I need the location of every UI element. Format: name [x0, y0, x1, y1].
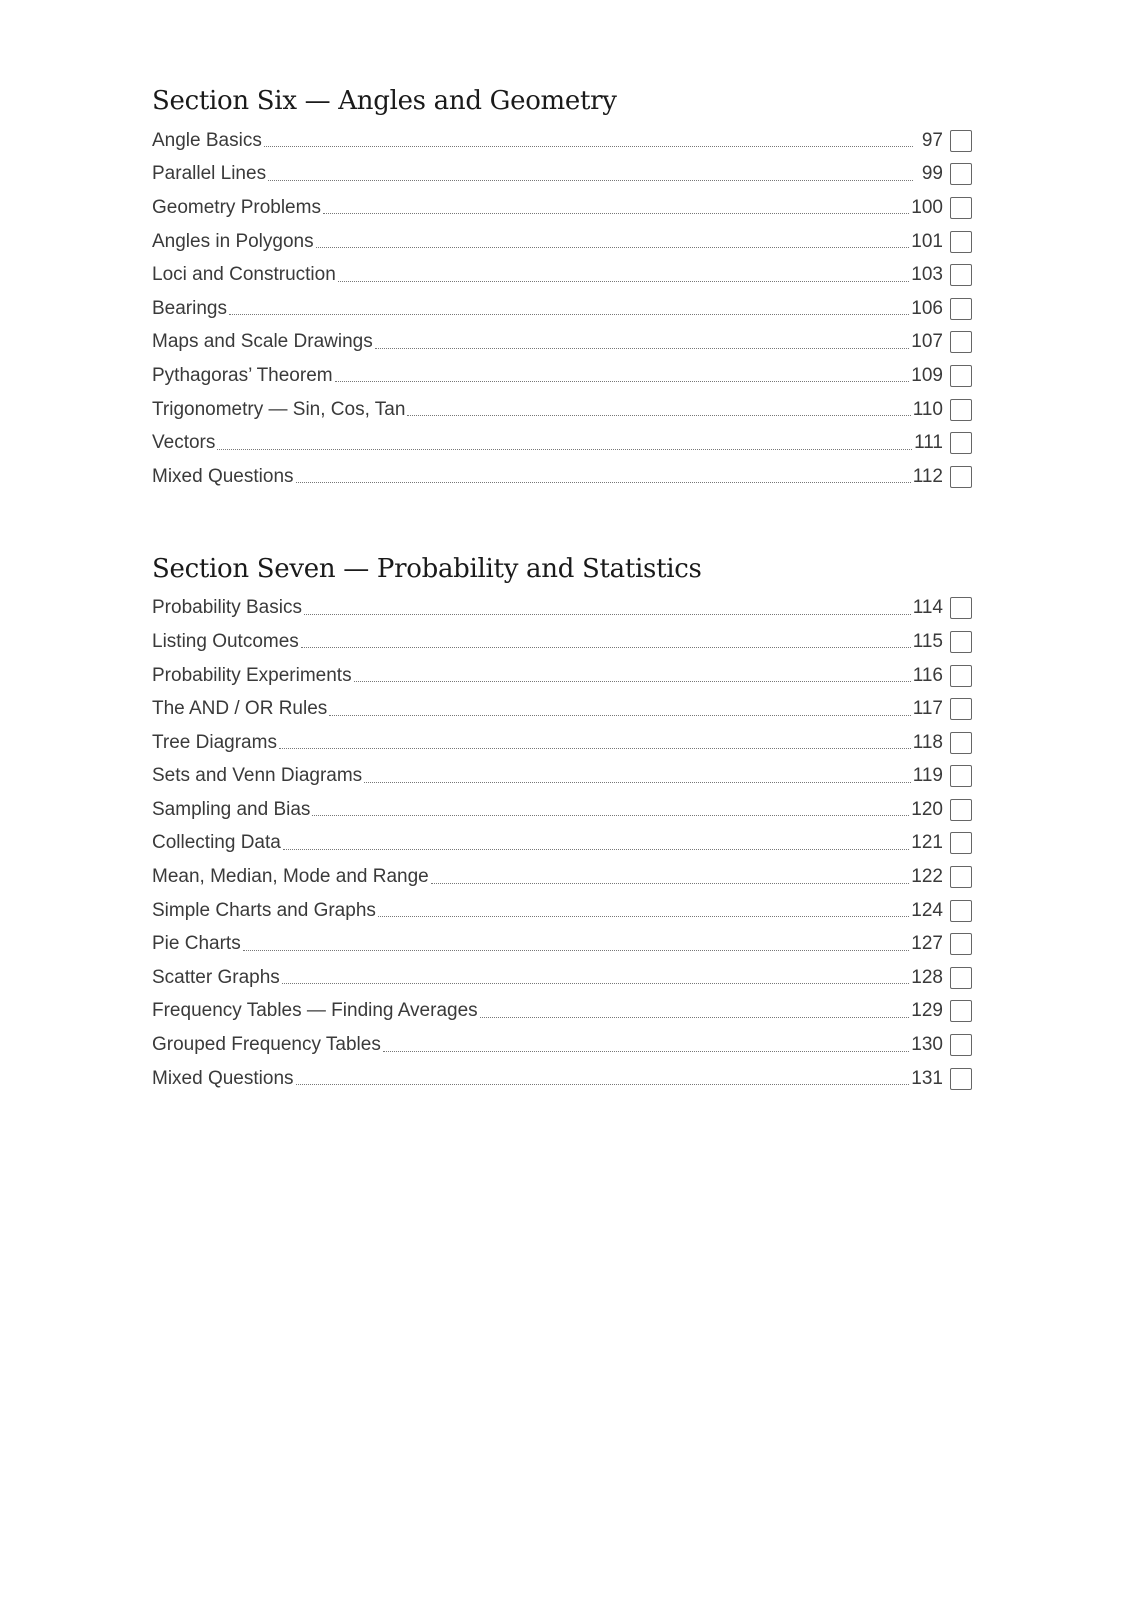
toc-entry-label: Frequency Tables — Finding Averages [152, 1000, 478, 1022]
toc-entry-label: Sets and Venn Diagrams [152, 765, 363, 787]
dot-leader [431, 883, 910, 884]
dot-leader [283, 849, 909, 850]
progress-checkbox[interactable] [950, 732, 972, 754]
dot-leader [354, 681, 911, 682]
toc-entry[interactable] [152, 258, 972, 292]
dot-leader [480, 1017, 910, 1018]
toc-entry[interactable] [152, 326, 972, 360]
toc-entry[interactable] [152, 793, 972, 827]
progress-checkbox[interactable] [950, 264, 972, 286]
dot-leader [407, 415, 910, 416]
dot-leader [338, 281, 910, 282]
progress-checkbox[interactable] [950, 1068, 972, 1090]
toc-entry-page-number: 130 [911, 1034, 943, 1056]
toc-entry[interactable] [152, 927, 972, 961]
toc-entry-label: Tree Diagrams [152, 731, 277, 753]
toc-entry[interactable] [152, 625, 972, 659]
toc-entry-label: Probability Basics [152, 597, 302, 619]
dot-leader [323, 213, 909, 214]
toc-entry[interactable] [152, 124, 972, 158]
toc-entry-page-number: 120 [911, 798, 943, 820]
progress-checkbox[interactable] [950, 331, 972, 353]
toc-entry-label: Trigonometry — Sin, Cos, Tan [152, 398, 406, 420]
section-title: Section Seven — Probability and Statistics [152, 553, 702, 584]
toc-entry[interactable] [152, 659, 972, 693]
toc-entry[interactable] [152, 393, 972, 427]
progress-checkbox[interactable] [950, 933, 972, 955]
toc-entry-page-number: 131 [911, 1067, 943, 1089]
toc-entry[interactable] [152, 225, 972, 259]
toc-entry[interactable] [152, 460, 972, 494]
toc-entry-label: Sampling and Bias [152, 798, 311, 820]
toc-entry[interactable] [152, 995, 972, 1029]
toc-entry-page-number: 127 [911, 933, 943, 955]
progress-checkbox[interactable] [950, 399, 972, 421]
toc-entry-label: Scatter Graphs [152, 966, 280, 988]
progress-checkbox[interactable] [950, 1000, 972, 1022]
toc-entry-page-number: 119 [912, 765, 943, 787]
toc-entry-page-number: 112 [912, 465, 943, 487]
toc-entry-page-number: 110 [912, 398, 943, 420]
toc-entry-label: Mixed Questions [152, 465, 294, 487]
toc-entry-label: Maps and Scale Drawings [152, 331, 373, 353]
dot-leader [229, 314, 909, 315]
progress-checkbox[interactable] [950, 665, 972, 687]
progress-checkbox[interactable] [950, 163, 972, 185]
dot-leader [316, 247, 910, 248]
progress-checkbox[interactable] [950, 231, 972, 253]
toc-entry-label: The AND / OR Rules [152, 698, 328, 720]
section-title: Section Six — Angles and Geometry [152, 86, 617, 116]
toc-entry-page-number: 114 [912, 597, 943, 619]
progress-checkbox[interactable] [950, 597, 972, 619]
progress-checkbox[interactable] [950, 197, 972, 219]
toc-entry-page-number: 107 [911, 331, 943, 353]
dot-leader [282, 983, 910, 984]
toc-entry-label: Geometry Problems [152, 196, 321, 218]
progress-checkbox[interactable] [950, 900, 972, 922]
toc-entry-page-number: 111 [914, 432, 943, 454]
dot-leader [335, 381, 910, 382]
dot-leader [364, 782, 911, 783]
toc-entry-label: Loci and Construction [152, 264, 336, 286]
toc-entry-page-number: 101 [911, 230, 943, 252]
toc-entry-page-number: 99 [921, 163, 943, 185]
toc-entry-page-number: 100 [911, 196, 943, 218]
toc-entry-label: Listing Outcomes [152, 630, 299, 652]
progress-checkbox[interactable] [950, 1034, 972, 1056]
toc-list [152, 124, 972, 494]
dot-leader [243, 950, 910, 951]
progress-checkbox[interactable] [950, 466, 972, 488]
toc-entry-label: Bearings [152, 297, 227, 319]
toc-entry-page-number: 129 [911, 1000, 943, 1022]
toc-entry-label: Probability Experiments [152, 664, 352, 686]
toc-section [152, 80, 972, 494]
progress-checkbox[interactable] [950, 298, 972, 320]
toc-entry-label: Pie Charts [152, 933, 241, 955]
progress-checkbox[interactable] [950, 765, 972, 787]
dot-leader [279, 748, 911, 749]
toc-entry-page-number: 106 [911, 297, 943, 319]
toc-entry-label: Angles in Polygons [152, 230, 314, 252]
toc-entry-label: Collecting Data [152, 832, 281, 854]
toc-entry-page-number: 115 [912, 630, 943, 652]
dot-leader [217, 449, 912, 450]
toc-entry-page-number: 124 [911, 899, 943, 921]
toc-entry[interactable] [152, 760, 972, 794]
toc-entry[interactable] [152, 692, 972, 726]
toc-entry-label: Simple Charts and Graphs [152, 899, 376, 921]
toc-entry[interactable] [152, 1062, 972, 1096]
table-of-contents [152, 80, 972, 1095]
toc-entry-page-number: 117 [912, 698, 943, 720]
progress-checkbox[interactable] [950, 432, 972, 454]
toc-entry[interactable] [152, 158, 972, 192]
dot-leader [268, 180, 913, 181]
toc-entry[interactable] [152, 961, 972, 995]
toc-entry[interactable] [152, 426, 972, 460]
progress-checkbox[interactable] [950, 866, 972, 888]
toc-entry-page-number: 121 [911, 832, 943, 854]
dot-leader [264, 146, 913, 147]
toc-entry-label: Angle Basics [152, 129, 262, 151]
toc-entry-page-number: 103 [911, 264, 943, 286]
dot-leader [296, 482, 911, 483]
toc-section [152, 548, 972, 1096]
toc-entry[interactable] [152, 592, 972, 626]
toc-entry[interactable] [152, 1028, 972, 1062]
progress-checkbox[interactable] [950, 130, 972, 152]
progress-checkbox[interactable] [950, 832, 972, 854]
toc-entry-label: Vectors [152, 432, 216, 454]
dot-leader [378, 916, 909, 917]
toc-entry-page-number: 128 [911, 966, 943, 988]
dot-leader [375, 348, 910, 349]
toc-entry[interactable] [152, 359, 972, 393]
toc-entry-label: Grouped Frequency Tables [152, 1034, 381, 1056]
toc-entry-page-number: 122 [911, 866, 943, 888]
dot-leader [304, 614, 911, 615]
progress-checkbox[interactable] [950, 799, 972, 821]
progress-checkbox[interactable] [950, 698, 972, 720]
toc-entry-page-number: 118 [912, 731, 943, 753]
progress-checkbox[interactable] [950, 365, 972, 387]
toc-entry-page-number: 97 [921, 129, 943, 151]
toc-entry[interactable] [152, 191, 972, 225]
dot-leader [301, 647, 911, 648]
toc-entry-page-number: 116 [912, 664, 943, 686]
progress-checkbox[interactable] [950, 967, 972, 989]
dot-leader [296, 1084, 910, 1085]
toc-entry[interactable] [152, 860, 972, 894]
toc-entry[interactable] [152, 292, 972, 326]
toc-list [152, 592, 972, 1096]
toc-entry-label: Parallel Lines [152, 163, 267, 185]
toc-entry-label: Mixed Questions [152, 1067, 294, 1089]
dot-leader [383, 1051, 909, 1052]
dot-leader [329, 715, 910, 716]
toc-entry-label: Mean, Median, Mode and Range [152, 866, 429, 888]
toc-entry-page-number: 109 [911, 364, 943, 386]
progress-checkbox[interactable] [950, 631, 972, 653]
toc-entry[interactable] [152, 726, 972, 760]
toc-entry[interactable] [152, 827, 972, 861]
toc-entry[interactable] [152, 894, 972, 928]
toc-entry-label: Pythagoras’ Theorem [152, 364, 333, 386]
dot-leader [312, 815, 909, 816]
